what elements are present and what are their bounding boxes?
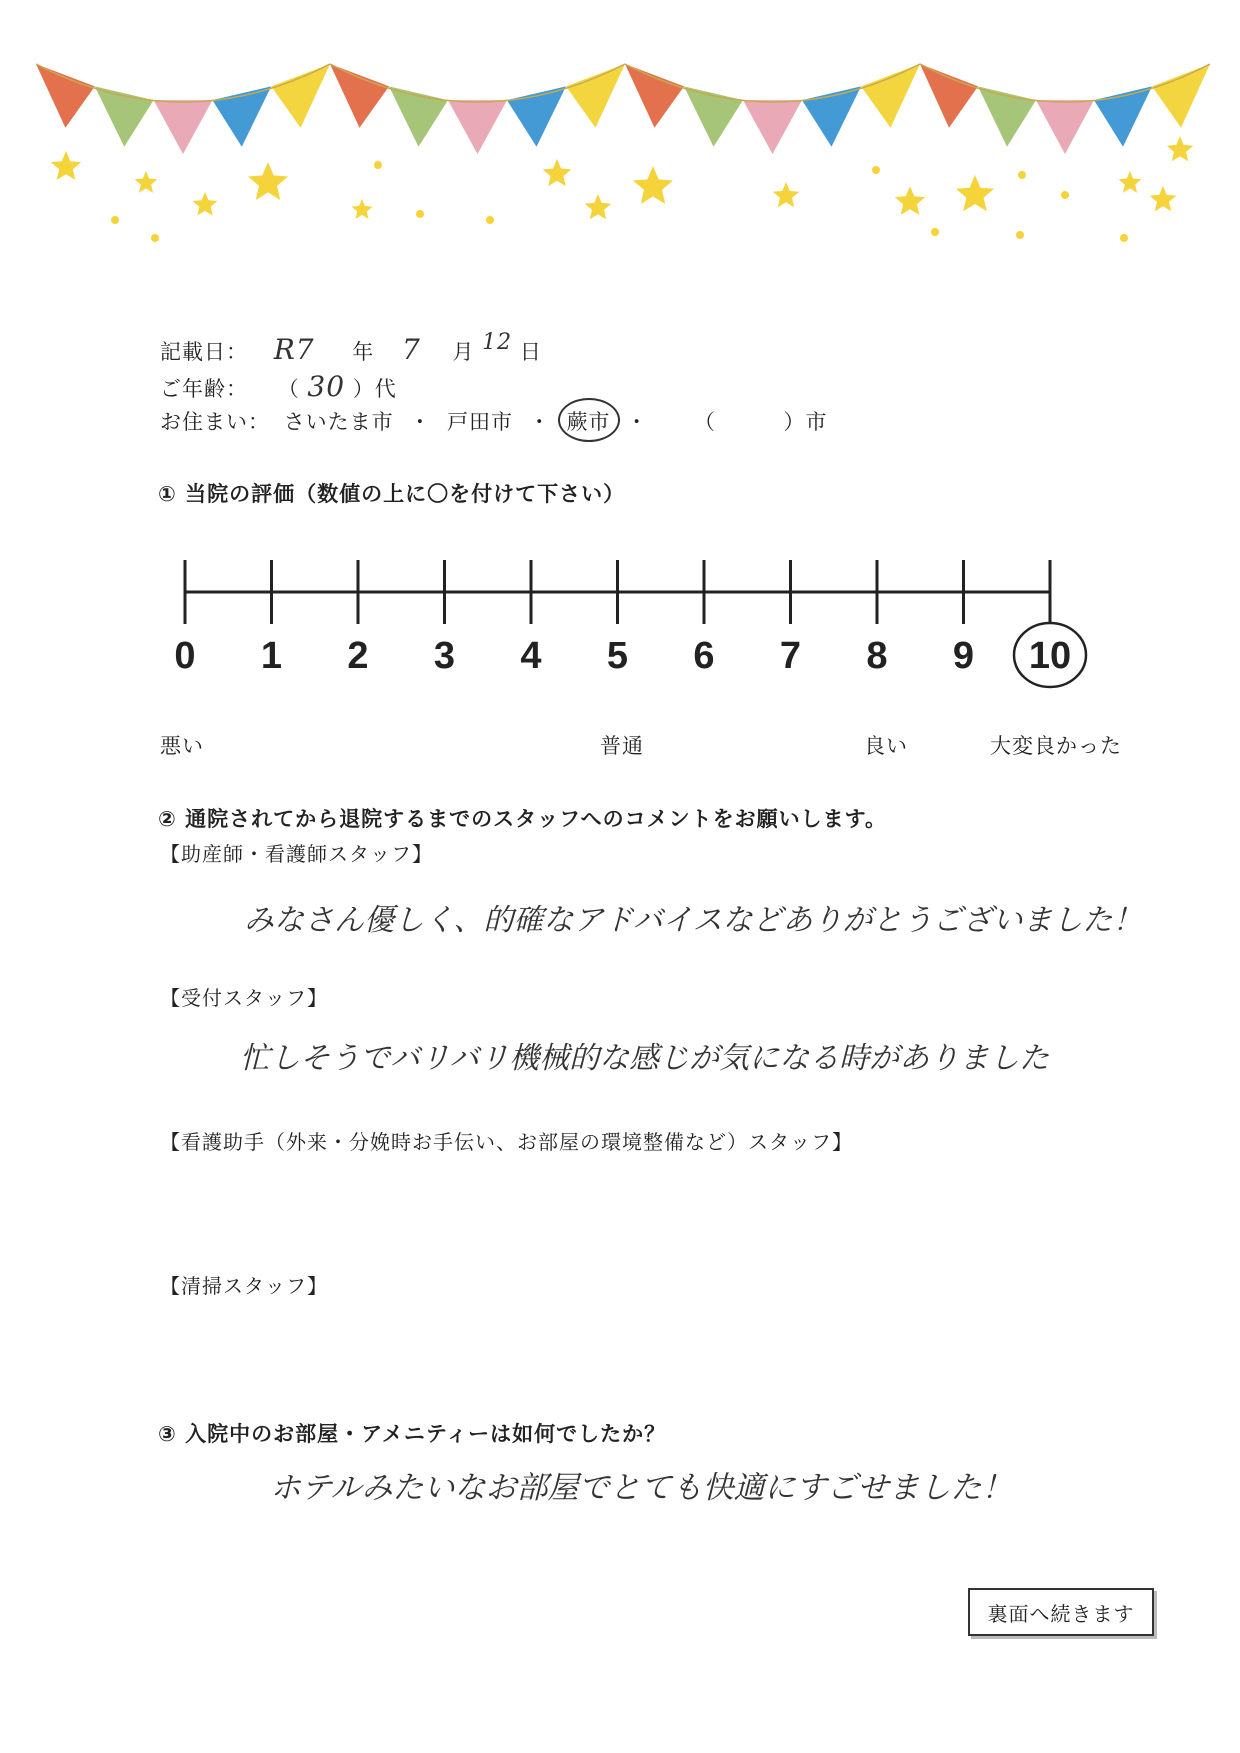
age-label: ご年齢： [160,377,248,401]
star-icon [895,186,925,215]
scale-label-normal: 普通 [600,734,644,758]
q2-title: ② 通院されてから退院するまでのスタッフへのコメントをお願いします。 [158,807,887,831]
sparkle-dot [1061,191,1069,199]
comment-reception: 忙しそうでバリバリ機械的な感じが気になる時がありました [240,1041,1050,1076]
comment-midwife-nurse: みなさん優しく、的確なアドバイスなどありがとうございました！ [244,903,1143,938]
record-date-label: 記載日： [160,340,248,364]
star-icon [585,194,612,219]
section-heading-reception: 【受付スタッフ】 [160,986,328,1010]
bunting-flag [1036,100,1094,154]
bunting-flag [566,64,625,128]
bunting-flag [36,64,95,128]
address-separator: ・ [409,410,432,434]
bunting-flag [448,100,507,154]
address-option-warabi-text: 蕨市 [566,410,611,434]
sparkle-dot [931,228,939,236]
star-icon [1119,171,1142,193]
scale-tick-label: 7 [779,635,802,677]
sparkle-dot [1016,231,1024,239]
scale-label-very-good: 大変良かった [990,734,1122,758]
address-option-saitama: さいたま市 [283,410,394,434]
bunting-flag [330,64,389,128]
age-row [160,370,397,403]
star-icon [51,151,81,180]
q1-title: ① 当院の評価（数値の上に〇を付けて下さい） [158,482,626,506]
section-heading-midwife-nurse: 【助産師・看護師スタッフ】 [160,842,433,866]
bunting-flag [271,64,330,128]
scale-tick-label: 0 [174,635,196,677]
scale-tick-label: 1 [260,635,283,677]
sparkle-dot [111,216,119,224]
scale-tick-label: 5 [606,635,629,677]
sparkle-dot [1018,171,1026,179]
star-icon [1150,186,1177,211]
record-month: 7 [401,333,421,366]
day-unit: 日 [519,340,542,364]
section-heading-nursing-assistant: 【看護助手（外来・分娩時お手伝い、お部屋の環境整備など）スタッフ】 [160,1130,853,1154]
scale-label-bad: 悪い [160,734,204,758]
scale-label-good: 良い [864,734,908,758]
month-unit: 月 [452,340,475,364]
age-close: ）代 [352,377,397,401]
star-icon [352,199,373,219]
record-date-row [160,330,542,366]
star-icon [773,182,800,207]
address-option-toda: 戸田市 [447,410,514,434]
scale-tick-label: 10 [1028,635,1072,677]
age-value: 30 [307,370,346,403]
scale-tick-label: 8 [866,635,888,677]
record-day: 12 [482,330,513,355]
star-icon [248,162,288,200]
address-other-close: ）市 [783,410,828,434]
scale-tick-label: 6 [693,635,715,677]
star-icon [543,159,572,186]
star-icon [1167,136,1194,161]
comment-room-amenity: ホテルみたいなお部屋でとても快適にすごせました！ [270,1470,1013,1506]
scale-tick-label: 4 [520,635,542,677]
sparkle-dot [416,210,424,218]
sparkle-dot [486,216,494,224]
scale-tick-label: 9 [952,635,975,677]
scale-tick-label: 2 [347,635,369,677]
record-year: R7 [273,333,315,366]
bunting-flag [743,100,802,154]
age-open: （ [277,377,300,401]
continue-on-back-box: 裏面へ続きます [968,1588,1154,1636]
star-icon [135,171,158,193]
sparkle-dot [151,234,159,242]
sparkle-dot [374,161,382,169]
sparkle-dot [1120,234,1128,242]
address-other-open: （ [693,410,716,434]
star-icon [633,166,673,204]
bunting-flag [154,100,213,154]
sparkle-dot [872,166,880,174]
bunting-flag [625,64,684,128]
bunting-flag [1152,64,1210,128]
address-separator: ・ [626,410,649,434]
address-row [160,406,828,436]
address-separator: ・ [528,410,551,434]
bunting-flag [920,64,978,128]
bunting-banner [0,0,1240,260]
bunting-flag [861,64,920,128]
rating-scale [150,520,1100,700]
q3-title: ③ 入院中のお部屋・アメニティーは如何でしたか？ [158,1422,667,1446]
year-unit: 年 [352,340,375,364]
address-label: お住まい： [160,410,270,434]
scale-tick-label: 3 [433,635,456,677]
selected-address-circle [558,398,620,442]
section-heading-cleaning: 【清掃スタッフ】 [160,1274,328,1298]
address-option-warabi [566,406,610,436]
star-icon [956,175,994,211]
star-icon [193,192,218,216]
